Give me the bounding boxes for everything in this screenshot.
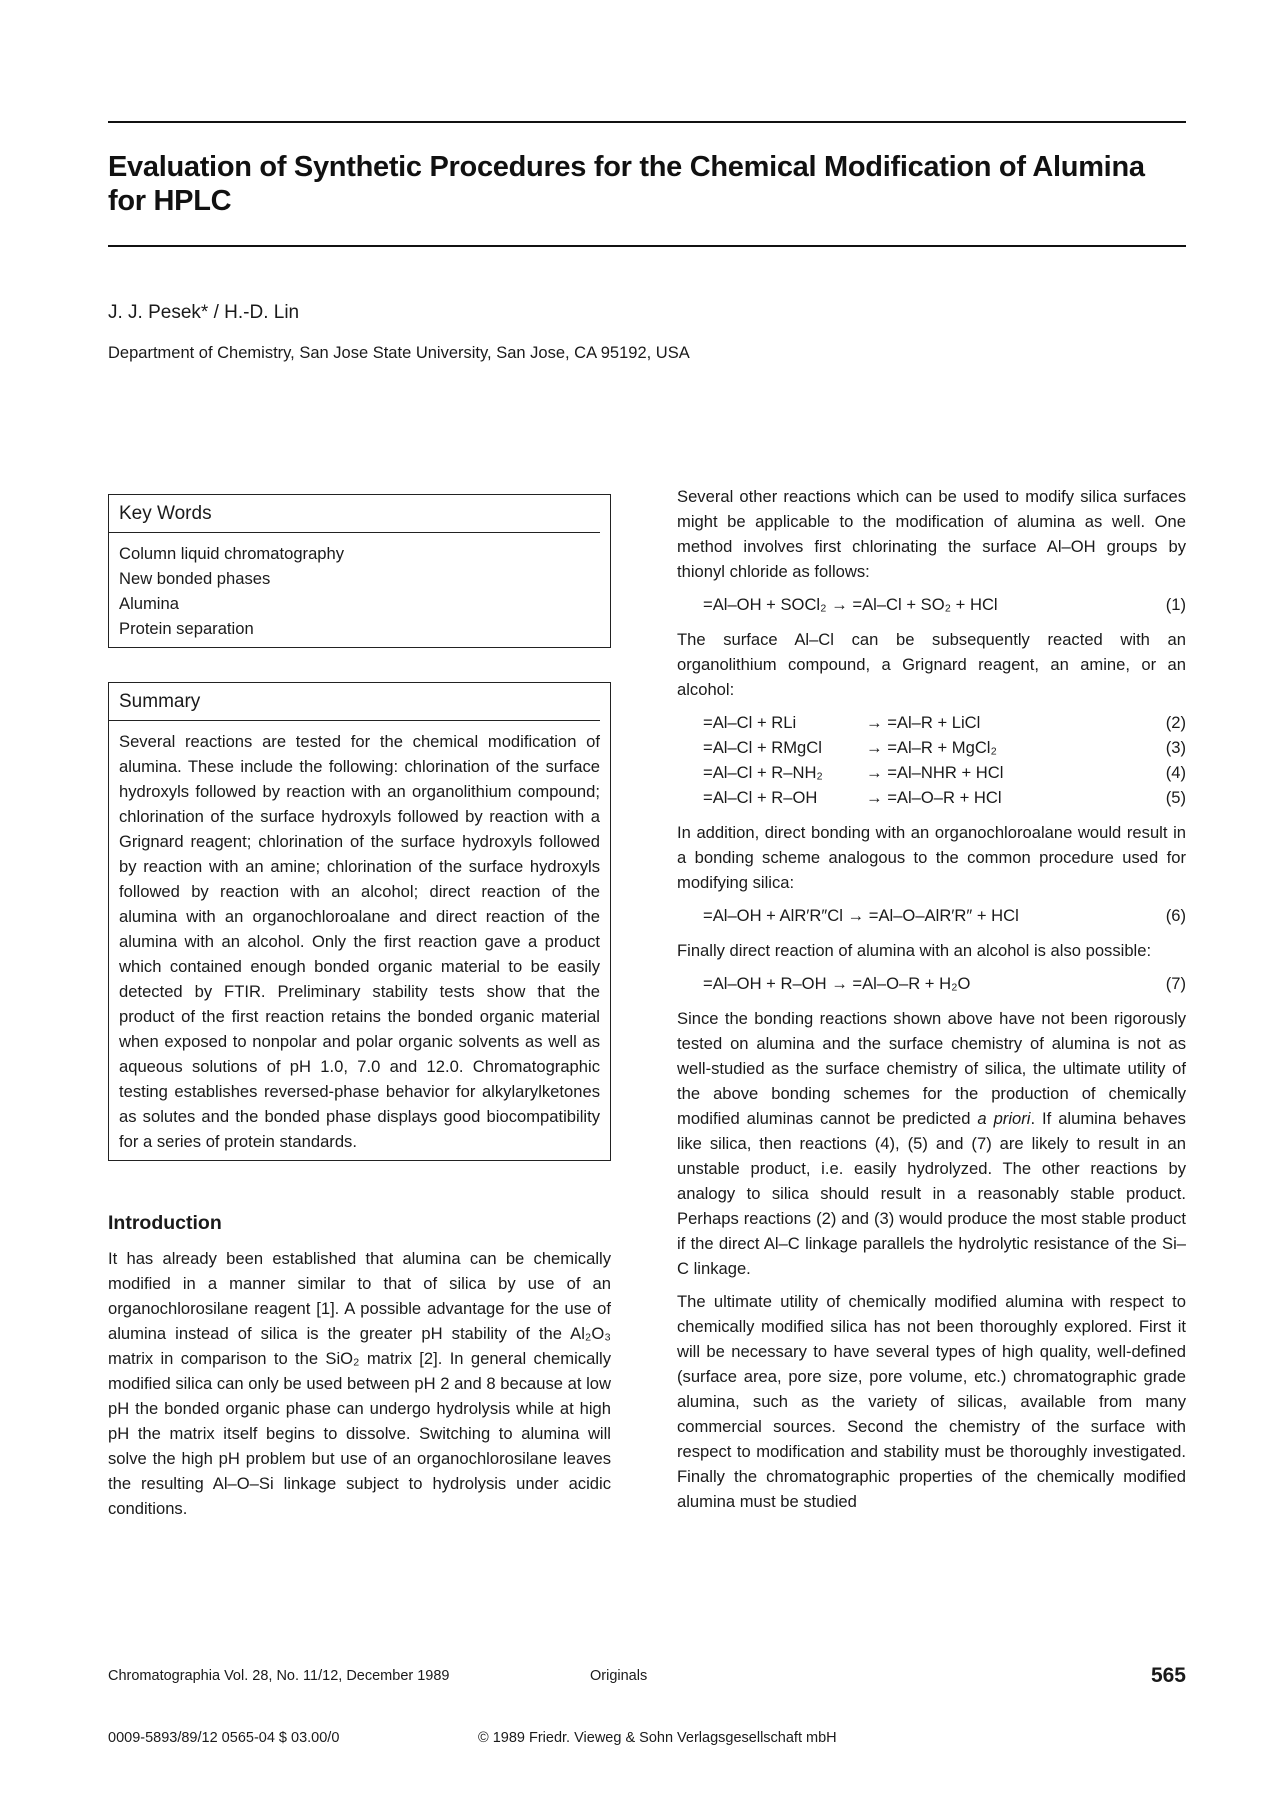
authors: J. J. Pesek* / H.-D. Lin: [108, 302, 300, 323]
equation-7: =Al–OH + R–OH → =Al–O–R + H₂O (7): [703, 974, 1186, 993]
summary-text: Several reactions are tested for the chemical modification of alumina. These include the following: chlorination of the surface hydroxyls followed by reaction with an organolithium compound; chlorination of the surface hydroxyls followed by reaction with a Grignard reagent; chlorination of the surface hydroxyls followed by reaction with an amine; chlorination of the surface hydroxyls followed by reaction with an alcohol; direct reaction of the alumina with an organochloroalane and direct reaction of the alumina with an alcohol. Only the first reaction gave a product which contained enough bonded organic material to be easily detected by FTIR. Preliminary stability tests show that the product of the first reaction retains the bonded organic material when exposed to nonpolar and polar organic solvents as well as aqueous solutions of pH 1.0, 7.0 and 12.0. Chromatographic testing establishes reversed-phase behavior for alkylarylketones as solutes and the bonded phase displays good biocompatibility for a series of protein standards.: [119, 732, 600, 1151]
keywords-box: [108, 494, 611, 648]
copyright: © 1989 Friedr. Vieweg & Sohn Verlagsgesellschaft mbH: [478, 1730, 837, 1746]
paper-title: Evaluation of Synthetic Procedures for the Chemical Modification of Alumina for HPLC: [108, 151, 1145, 217]
equation-3: =Al–Cl + RMgCl → =Al–R + MgCl₂ (3): [703, 738, 1186, 757]
paragraph: In addition, direct bonding with an organochloroalane would result in a bonding scheme analogous to the common procedure used for modifying silica:: [677, 823, 1186, 892]
footer-copyright-line: [108, 1730, 837, 1746]
introduction-text: It has already been established that alumina can be chemically modified in a manner similar to that of silica by use of an organochlorosilane reagent [1]. A possible advantage for the use of alumina instead of silica is the greater pH stability of the Al₂O₃ matrix in comparison to the SiO₂ matrix [2]. In general chemically modified silica can only be used between pH 2 and 8 because at low pH the bonded organic phase can undergo hydrolysis while at high pH the matrix itself begins to dissolve. Switching to alumina will solve the high pH problem but use of an organochlorosilane leaves the resulting Al–O–Si linkage subject to hydrolysis under acidic conditions.: [108, 1249, 611, 1518]
title-rule: [108, 245, 1186, 247]
keyword: New bonded phases: [119, 569, 271, 588]
top-rule: [108, 121, 1186, 123]
article-code: 0009-5893/89/12 0565-04 $ 03.00/0: [108, 1730, 340, 1746]
summary-box: [108, 682, 611, 1161]
equation-6: =Al–OH + AlR′R″Cl → =Al–O–AlR′R″ + HCl (6): [703, 906, 1186, 925]
paragraph: Finally direct reaction of alumina with an alcohol is also possible:: [677, 941, 1152, 960]
paragraph: The ultimate utility of chemically modified alumina with respect to chemically modified silica has not been thoroughly explored. First it will be necessary to have several types of high quality, well-defined (surface area, pore size, pore volume, etc.) chromatographic grade alumina, such as the variety of silicas, available from many commercial sources. Second the chemistry of the surface with respect to modification and stability must be thoroughly investigated. Finally the chromatographic properties of the chemically modified alumina must be studied: [677, 1292, 1186, 1511]
keywords-heading: Key Words: [109, 501, 600, 533]
paragraph: Since the bonding reactions shown above have not been rigorously tested on alumina and the surface chemistry of alumina is not as well-studied as the surface chemistry of silica, the ultimate utility of the above bonding schemes for the production of chemically modified aluminas cannot be predicted a priori. If alumina behaves like silica, then reactions (4), (5) and (7) are likely to result in an unstable product, i.e. easily hydrolyzed. The other reactions by analogy to silica should result in a reasonably stable product. Perhaps reactions (2) and (3) would produce the most stable product if the direct Al–C linkage parallels the hydrolytic resistance of the Si–C linkage.: [677, 1009, 1186, 1278]
paragraph: Several other reactions which can be used to modify silica surfaces might be applicable to the modification of alumina as well. One method involves first chlorinating the surface Al–OH groups by thionyl chloride as follows:: [677, 487, 1186, 581]
journal-citation: Chromatographia Vol. 28, No. 11/12, December 1989: [108, 1668, 450, 1684]
keyword: Protein separation: [119, 619, 254, 638]
equation-2: =Al–Cl + RLi → =Al–R + LiCl (2): [703, 713, 1186, 732]
left-column: [108, 494, 611, 1529]
equations-2-5: [677, 710, 1186, 810]
section-label: Originals: [590, 1668, 648, 1684]
equation-5: =Al–Cl + R–OH → =Al–O–R + HCl (5): [703, 788, 1186, 807]
summary-heading: Summary: [109, 689, 600, 721]
right-column: [677, 484, 1186, 1522]
footer-journal-line: [108, 1664, 1186, 1687]
equation-4: =Al–Cl + R–NH₂ → =Al–NHR + HCl (4): [703, 763, 1186, 782]
keyword: Alumina: [119, 594, 179, 613]
affiliation: Department of Chemistry, San Jose State University, San Jose, CA 95192, USA: [108, 344, 690, 362]
page-number: 565: [1150, 1664, 1186, 1687]
keyword: Column liquid chromatography: [119, 544, 345, 563]
paragraph: The surface Al–Cl can be subsequently reacted with an organolithium compound, a Grignard reagent, an amine, or an alcohol:: [677, 630, 1186, 699]
introduction-heading: Introduction: [108, 1212, 222, 1234]
equation-1: =Al–OH + SOCl₂ → =Al–Cl + SO₂ + HCl (1): [703, 595, 1186, 614]
